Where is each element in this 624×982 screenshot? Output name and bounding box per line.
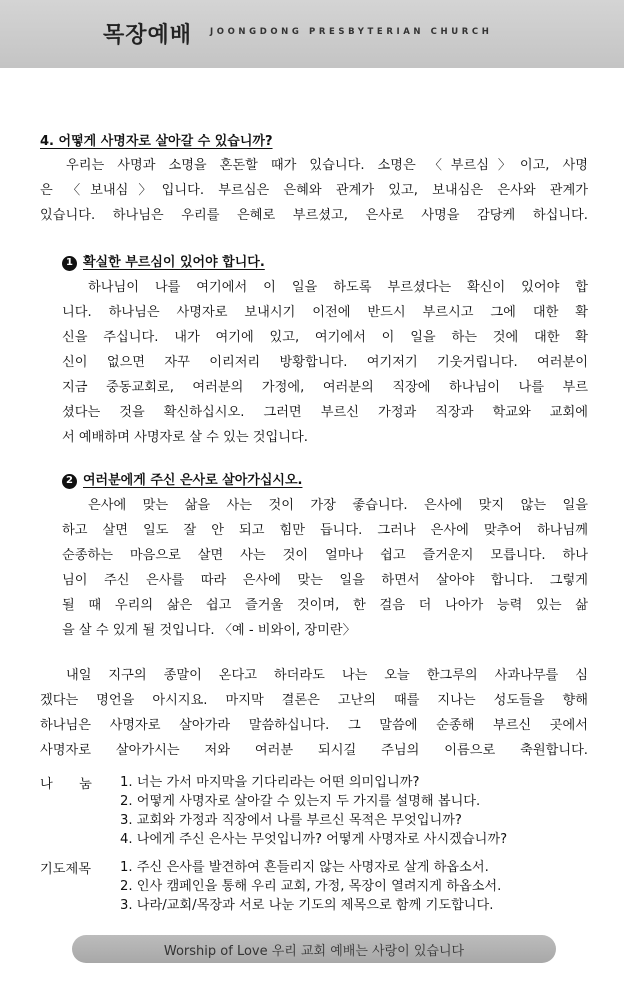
- sharing-section: [40, 773, 588, 849]
- header-title: 목장예배: [103, 23, 193, 48]
- header-subtitle: JOONGDONG PRESBYTERIAN CHURCH: [210, 27, 493, 37]
- footer-banner: [72, 935, 556, 963]
- body-line: 서 예배하며 사명자로 살 수 있는 것입니다.: [62, 430, 308, 445]
- subsection-2-body: [62, 493, 588, 643]
- subsection-1: [62, 252, 588, 274]
- body-line: 은사에 맞는 삶을 사는 것이 가장 좋습니다. 은사에 맞지 않는 일을: [88, 498, 588, 513]
- list-item: 4. 나에게 주신 은사는 무엇입니까? 어떻게 사명자로 사시겠습니까?: [120, 832, 508, 847]
- body-line: 될 때 우리의 삶은 쉽고 즐거울 것이며, 한 걸음 더 나아가 능력 있는 삶: [62, 598, 588, 613]
- body-line: 님이 주신 은사를 따라 은사에 맞는 일을 하면서 살아야 합니다. 그렇게: [62, 573, 588, 588]
- list-item: 1. 주신 은사를 발견하여 흔들리지 않는 사명자로 살게 하옵소서.: [120, 860, 489, 875]
- body-line: 을 살 수 있게 될 것입니다. 〈예 - 비와이, 장미란〉: [62, 623, 356, 638]
- header-bar: [0, 0, 624, 68]
- list-item: 3. 교회와 가정과 직장에서 나를 부르신 목적은 무엇입니까?: [120, 813, 462, 828]
- section-heading: 4. 어떻게 사명자로 살아갈 수 있습니까?: [40, 134, 273, 149]
- body-line: 하나님이 나를 여기에서 이 일을 하도록 부르셨다는 확신이 있어야 합: [88, 280, 588, 295]
- closing-line: 사명자로 살아가시는 저와 여러분 되시길 주님의 이름으로 축원합니다.: [40, 743, 588, 758]
- closing-line: 하나님은 사명자로 살아가라 말씀하십니다. 그 말씀에 순종해 부르신 곳에서: [40, 718, 588, 733]
- subsection-2: [62, 470, 588, 492]
- body-line: 신이 없으면 자꾸 이리저리 방황합니다. 여기저기 기웃거립니다. 여러분이: [62, 355, 588, 370]
- list-item: 2. 어떻게 사명자로 살아갈 수 있는지 두 가지를 설명해 봅니다.: [120, 794, 481, 809]
- subsection-heading: [62, 470, 588, 492]
- footer-text: Worship of Love 우리 교회 예배는 사랑이 있습니다: [163, 943, 465, 959]
- document-body: [40, 132, 588, 915]
- body-line: 신을 주십니다. 내가 여기에 있고, 여기에서 이 일을 하는 것에 대한 확: [62, 330, 588, 345]
- intro-line: 우리는 사명과 소명을 혼돈할 때가 있습니다. 소명은 〈부르심〉이고, 사명: [66, 158, 588, 173]
- intro-line: 은 〈보내심〉입니다. 부르심은 은혜와 관계가 있고, 보내심은 은사와 관계가: [40, 183, 588, 198]
- closing-line: 겠다는 명언을 아시지요. 마지막 결론은 고난의 때를 지나는 성도들을 향해: [40, 693, 588, 708]
- intro-line: 있습니다. 하나님은 우리를 은혜로 부르셨고, 은사로 사명을 감당케 하십니다.: [40, 208, 588, 223]
- body-line: 셨다는 것을 확신하십시오. 그러면 부르신 가정과 직장과 학교와 교회에: [62, 405, 588, 420]
- section-intro: [40, 153, 588, 228]
- prayer-section: [40, 858, 588, 915]
- subsection-1-body: [62, 275, 588, 450]
- body-line: 하고 살면 일도 잘 안 되고 힘만 듭니다. 그러나 은사에 맞추어 하나님께: [62, 523, 588, 538]
- body-line: 니다. 하나님은 사명자로 보내시기 이전에 반드시 부르시고 그에 대한 확: [62, 305, 588, 320]
- body-line: 지금 중동교회로, 여러분의 가정에, 여러분의 직장에 하나님이 나를 부르: [62, 380, 588, 395]
- number-badge-icon: 1: [62, 256, 77, 271]
- number-badge-icon: 2: [62, 474, 77, 489]
- subsection-title: 확실한 부르심이 있어야 합니다.: [83, 255, 265, 270]
- closing-paragraph: [40, 663, 588, 763]
- sharing-list: [120, 773, 588, 849]
- prayer-label: 기도제목: [40, 862, 91, 877]
- closing-line: 내일 지구의 종말이 온다고 하더라도 나는 오늘 한그루의 사과나무를 심: [66, 668, 588, 683]
- list-item: 3. 나라/교회/목장과 서로 나눈 기도의 제목으로 함께 기도합니다.: [120, 898, 494, 913]
- sharing-label: 나 눔: [40, 777, 92, 792]
- subsection-heading: [62, 252, 588, 274]
- subsection-title: 여러분에게 주신 은사로 살아가십시오.: [83, 473, 303, 488]
- list-item: 1. 너는 가서 마지막을 기다리라는 어떤 의미입니까?: [120, 775, 420, 790]
- list-item: 2. 인사 캠페인을 통해 우리 교회, 가정, 목장이 열려지게 하옵소서.: [120, 879, 502, 894]
- prayer-list: [120, 858, 588, 915]
- body-line: 순종하는 마음으로 살면 사는 것이 얼마나 쉽고 즐거운지 모릅니다. 하나: [62, 548, 588, 563]
